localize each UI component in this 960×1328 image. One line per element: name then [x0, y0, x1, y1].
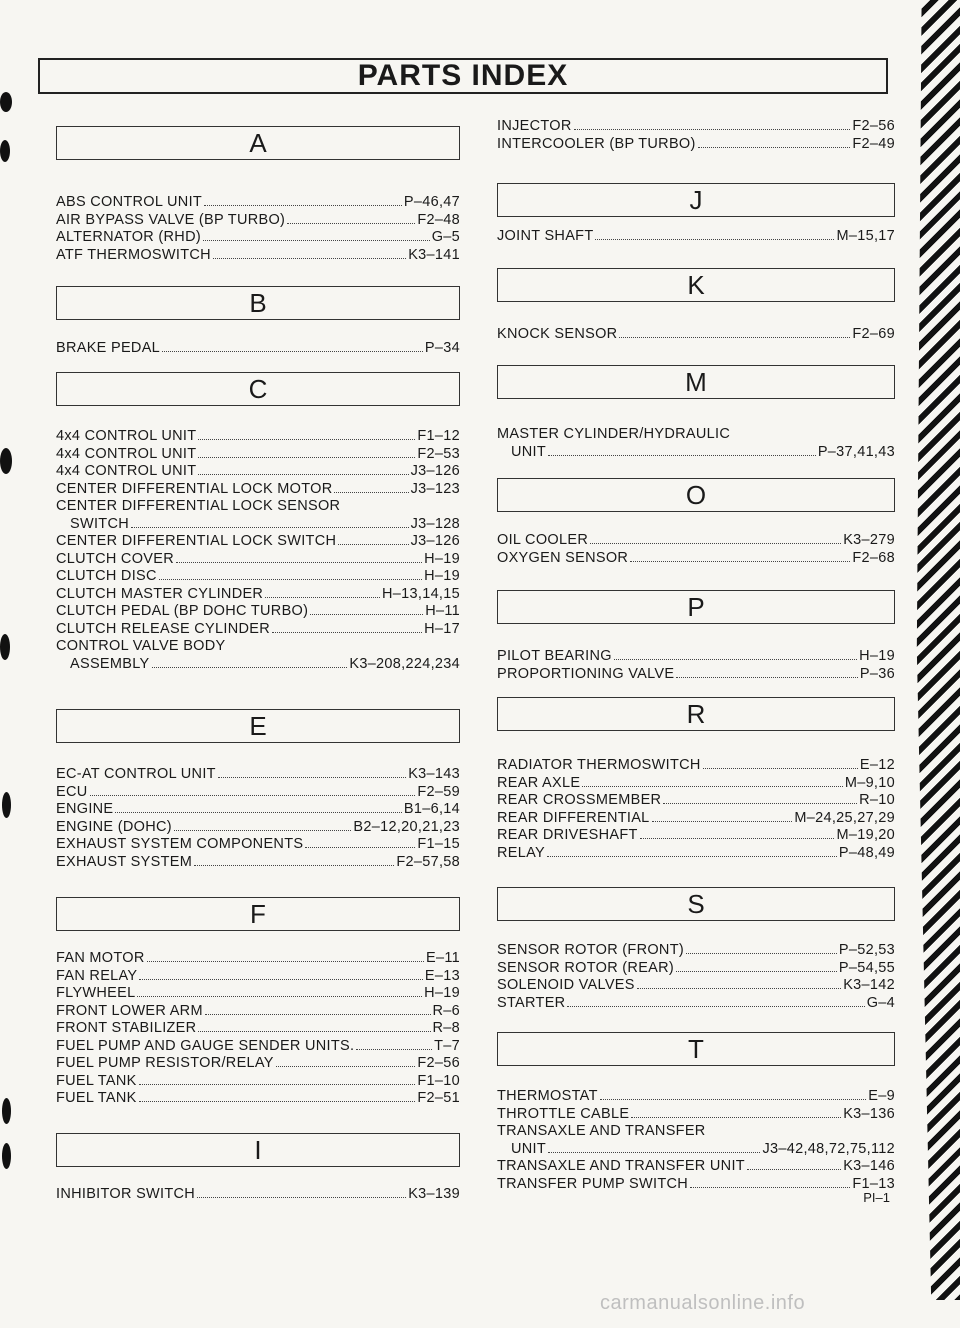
entry-page-ref: R–10	[859, 792, 895, 808]
entry-page-ref: J3–123	[410, 480, 460, 497]
index-entry	[497, 1158, 895, 1174]
index-entry	[56, 836, 460, 852]
dot-leader	[205, 1013, 431, 1015]
entry-page-ref: H–11	[425, 603, 460, 619]
dot-leader	[137, 995, 422, 997]
index-entry	[56, 950, 460, 966]
dot-leader	[356, 1048, 432, 1050]
entry-name: 4x4 CONTROL UNIT	[56, 463, 197, 479]
dot-leader	[276, 1065, 416, 1067]
dot-leader	[582, 785, 843, 787]
index-entry	[497, 1106, 895, 1122]
entry-name: REAR DRIVESHAFT	[497, 827, 638, 843]
entry-page-ref: M–9,10	[844, 774, 895, 791]
index-entry	[56, 621, 460, 637]
index-entry	[497, 1176, 895, 1192]
entry-page-ref: P–52,53	[838, 942, 895, 958]
entry-page-ref: P–37,41,43	[817, 443, 895, 460]
entry-name: STARTER	[497, 994, 566, 1011]
entry-page-ref: H–19	[424, 985, 460, 1001]
dot-leader	[676, 676, 858, 678]
hole-punch-mark	[0, 92, 12, 112]
entry-page-ref: B2–12,20,21,23	[353, 818, 460, 835]
entry-page-ref: F2–68	[852, 549, 895, 566]
index-entry	[70, 656, 460, 672]
binding-edge-stripes	[912, 0, 960, 1300]
index-entry	[497, 666, 895, 682]
entry-page-ref: M–24,25,27,29	[794, 809, 895, 826]
index-entry	[497, 136, 895, 152]
entry-page-ref: E–11	[426, 950, 460, 966]
dot-leader	[272, 631, 422, 633]
index-entry	[497, 845, 895, 861]
entry-page-ref: F2–51	[417, 1090, 460, 1106]
entry-name: RELAY	[497, 844, 545, 861]
entry-page-ref: F1–12	[417, 428, 460, 444]
entry-page-ref: M–15,17	[836, 228, 895, 244]
entry-name: MASTER CYLINDER/HYDRAULIC	[497, 426, 731, 442]
entry-name: CLUTCH DISC	[56, 568, 157, 584]
entry-name: EXHAUST SYSTEM	[56, 853, 193, 870]
dot-leader	[595, 238, 834, 240]
section-header-e	[56, 709, 460, 743]
section-header-o	[497, 478, 895, 512]
entry-page-ref: J3–126	[410, 533, 460, 549]
dot-leader	[640, 837, 835, 839]
entry-name: KNOCK SENSOR	[497, 326, 618, 342]
index-entry	[497, 792, 895, 808]
section-letter: B	[249, 287, 267, 318]
entry-page-ref: F2–56	[852, 118, 895, 134]
entry-name: BRAKE PEDAL	[56, 340, 161, 356]
dot-leader	[218, 776, 406, 778]
entry-name: FUEL PUMP AND GAUGE SENDER UNITS.	[56, 1037, 355, 1054]
section-header-s	[497, 887, 895, 921]
entry-name: EXHAUST SYSTEM COMPONENTS	[56, 836, 304, 852]
index-entry	[56, 784, 460, 800]
entry-name: ABS CONTROL UNIT	[56, 194, 203, 210]
index-entry	[56, 766, 460, 782]
entry-name: INJECTOR	[497, 118, 572, 134]
entry-name: UNIT	[511, 443, 547, 460]
dot-leader	[131, 526, 409, 528]
index-entry	[56, 1073, 460, 1089]
entry-name: ALTERNATOR (RHD)	[56, 229, 201, 245]
dot-leader	[663, 802, 857, 804]
entry-name: FRONT LOWER ARM	[56, 1002, 203, 1019]
entry-page-ref: K3–208,224,234	[349, 655, 460, 672]
section-header-i	[56, 1133, 460, 1167]
index-entry	[497, 942, 895, 958]
page-title-box	[38, 58, 888, 94]
entry-name: REAR CROSSMEMBER	[497, 792, 662, 808]
entry-page-ref: H–19	[424, 568, 460, 584]
entry-name: CLUTCH MASTER CYLINDER	[56, 585, 264, 602]
entry-page-ref: B1–6,14	[403, 801, 460, 817]
section-letter: A	[249, 127, 267, 158]
dot-leader	[152, 666, 348, 668]
entry-page-ref: F2–59	[417, 783, 460, 800]
dot-leader	[139, 978, 423, 980]
page-title: PARTS INDEX	[357, 59, 569, 92]
index-entry	[56, 1055, 460, 1071]
section-header-p	[497, 590, 895, 624]
dot-leader	[630, 560, 850, 562]
page-number: PI–1	[863, 1190, 890, 1205]
dot-leader	[174, 829, 352, 831]
entry-name: FUEL PUMP RESISTOR/RELAY	[56, 1055, 274, 1071]
index-entry	[56, 194, 460, 210]
entry-page-ref: F2–69	[852, 326, 895, 342]
index-entry	[497, 118, 895, 134]
entry-page-ref: K3–136	[843, 1105, 895, 1122]
entry-name: INTERCOOLER (BP TURBO)	[497, 135, 696, 152]
entry-page-ref: H–13,14,15	[382, 585, 460, 602]
section-letter: C	[248, 373, 268, 404]
index-entry	[56, 340, 460, 356]
entry-name: JOINT SHAFT	[497, 228, 594, 244]
dot-leader	[590, 542, 841, 544]
dot-leader	[686, 952, 837, 954]
index-entry	[497, 757, 895, 773]
entry-page-ref: F2–53	[417, 445, 460, 462]
section-letter: F	[250, 898, 266, 929]
index-entry	[497, 810, 895, 826]
dot-leader	[198, 456, 415, 458]
entry-name: TRANSAXLE AND TRANSFER UNIT	[497, 1158, 745, 1174]
dot-leader	[198, 438, 415, 440]
entry-page-ref: F1–10	[417, 1072, 460, 1089]
index-entry	[56, 428, 460, 444]
section-header-t	[497, 1032, 895, 1066]
dot-leader	[176, 561, 422, 563]
index-entry	[497, 1123, 895, 1139]
entry-page-ref: F2–56	[417, 1055, 460, 1071]
dot-leader	[203, 239, 430, 241]
entry-name: CENTER DIFFERENTIAL LOCK MOTOR	[56, 480, 333, 497]
index-entry	[56, 603, 460, 619]
dot-leader	[265, 596, 380, 598]
entry-name: ASSEMBLY	[70, 655, 150, 672]
dot-leader	[338, 543, 408, 545]
dot-leader	[194, 864, 394, 866]
index-entry	[497, 977, 895, 993]
entry-name: SENSOR ROTOR (FRONT)	[497, 942, 684, 958]
hole-punch-mark	[2, 1143, 11, 1169]
dot-leader	[139, 1100, 416, 1102]
entry-name: ECU	[56, 783, 88, 800]
entry-page-ref: K3–146	[843, 1158, 895, 1174]
entry-name: REAR AXLE	[497, 774, 581, 791]
dot-leader	[547, 855, 837, 857]
entry-name: CLUTCH COVER	[56, 550, 174, 567]
index-entry	[56, 498, 460, 514]
entry-name: INHIBITOR SWITCH	[56, 1186, 196, 1202]
entry-page-ref: J3–42,48,72,75,112	[762, 1140, 895, 1157]
index-entry	[56, 247, 460, 263]
entry-page-ref: P–34	[424, 340, 460, 356]
dot-leader	[614, 658, 857, 660]
index-entry	[497, 775, 895, 791]
entry-name: CENTER DIFFERENTIAL LOCK SENSOR	[56, 498, 341, 514]
entry-page-ref: E–9	[868, 1088, 895, 1104]
dot-leader	[115, 811, 401, 813]
index-entry	[497, 326, 895, 342]
entry-name: CONTROL VALVE BODY	[56, 638, 226, 654]
index-entry	[511, 444, 895, 460]
section-letter: S	[687, 888, 705, 919]
dot-leader	[548, 454, 816, 456]
entry-page-ref: E–13	[424, 967, 460, 984]
index-entry	[497, 550, 895, 566]
entry-page-ref: H–19	[859, 648, 895, 664]
dot-leader	[198, 473, 408, 475]
entry-page-ref: G–4	[866, 994, 895, 1011]
index-entry	[56, 568, 460, 584]
entry-page-ref: J3–126	[410, 463, 460, 479]
entry-name: SWITCH	[70, 515, 129, 532]
dot-leader	[548, 1151, 760, 1153]
entry-name: FUEL TANK	[56, 1072, 137, 1089]
entry-page-ref: E–12	[859, 757, 895, 773]
index-entry	[497, 960, 895, 976]
entry-name: SENSOR ROTOR (REAR)	[497, 959, 675, 976]
index-entry	[511, 1141, 895, 1157]
index-entry	[56, 481, 460, 497]
entry-name: FRONT STABILIZER	[56, 1020, 197, 1036]
dot-leader	[204, 204, 402, 206]
entry-page-ref: P–36	[859, 665, 895, 682]
index-entry	[56, 463, 460, 479]
entry-name: PROPORTIONING VALVE	[497, 665, 675, 682]
entry-page-ref: P–54,55	[838, 959, 895, 976]
entry-page-ref: P–48,49	[838, 844, 895, 861]
index-entry	[56, 1038, 460, 1054]
dot-leader	[139, 1083, 416, 1085]
index-entry	[56, 446, 460, 462]
section-header-b	[56, 286, 460, 320]
entry-page-ref: F2–57,58	[396, 853, 460, 870]
dot-leader	[287, 222, 415, 224]
section-header-k	[497, 268, 895, 302]
entry-page-ref: R–6	[432, 1002, 460, 1019]
dot-leader	[198, 1030, 430, 1032]
index-entry	[56, 1003, 460, 1019]
dot-leader	[652, 820, 793, 822]
dot-leader	[213, 257, 406, 259]
entry-page-ref: J3–128	[410, 515, 460, 532]
section-header-j	[497, 183, 895, 217]
dot-leader	[600, 1098, 867, 1100]
entry-page-ref: K3–141	[408, 246, 460, 263]
entry-name: FAN MOTOR	[56, 950, 145, 966]
entry-name: PILOT BEARING	[497, 648, 612, 664]
entry-name: ENGINE (DOHC)	[56, 818, 172, 835]
section-header-r	[497, 697, 895, 731]
section-letter: M	[685, 366, 707, 397]
entry-name: TRANSAXLE AND TRANSFER	[497, 1123, 706, 1139]
section-letter: T	[688, 1033, 704, 1064]
index-entry	[56, 533, 460, 549]
entry-name: CLUTCH RELEASE CYLINDER	[56, 620, 270, 637]
entry-name: OXYGEN SENSOR	[497, 549, 629, 566]
index-entry	[56, 638, 460, 654]
index-entry	[56, 801, 460, 817]
entry-name: 4x4 CONTROL UNIT	[56, 428, 197, 444]
hole-punch-mark	[0, 448, 12, 474]
entry-page-ref: F1–15	[417, 836, 460, 852]
dot-leader	[690, 1186, 850, 1188]
entry-page-ref: T–7	[434, 1037, 460, 1054]
section-letter: R	[686, 698, 706, 729]
index-entry	[56, 1186, 460, 1202]
dot-leader	[567, 1005, 864, 1007]
dot-leader	[676, 970, 837, 972]
entry-page-ref: P–46,47	[403, 194, 460, 210]
entry-page-ref: K3–279	[843, 532, 895, 548]
entry-name: CLUTCH PEDAL (BP DOHC TURBO)	[56, 603, 309, 619]
entry-page-ref: F2–48	[417, 211, 460, 228]
entry-name: FUEL TANK	[56, 1090, 137, 1106]
index-entry	[56, 1090, 460, 1106]
entry-name: SOLENOID VALVES	[497, 977, 635, 993]
dot-leader	[574, 128, 851, 130]
dot-leader	[162, 350, 423, 352]
dot-leader	[197, 1196, 406, 1198]
dot-leader	[334, 491, 408, 493]
entry-name: AIR BYPASS VALVE (BP TURBO)	[56, 211, 286, 228]
index-entry	[497, 532, 895, 548]
dot-leader	[90, 794, 416, 796]
index-entry	[56, 819, 460, 835]
index-entry	[56, 551, 460, 567]
entry-name: UNIT	[511, 1140, 547, 1157]
entry-page-ref: R–8	[432, 1020, 460, 1036]
entry-name: ATF THERMOSWITCH	[56, 246, 211, 263]
dot-leader	[637, 987, 841, 989]
entry-name: OIL COOLER	[497, 532, 589, 548]
section-header-f	[56, 897, 460, 931]
entry-name: TRANSFER PUMP SWITCH	[497, 1175, 689, 1192]
entry-name: 4x4 CONTROL UNIT	[56, 445, 197, 462]
entry-page-ref: H–19	[424, 550, 460, 567]
index-entry	[70, 516, 460, 532]
entry-page-ref: F1–13	[852, 1175, 895, 1192]
dot-leader	[747, 1168, 841, 1170]
entry-name: ENGINE	[56, 801, 114, 817]
entry-name: FAN RELAY	[56, 967, 138, 984]
dot-leader	[305, 846, 415, 848]
hole-punch-mark	[2, 1098, 11, 1124]
entry-name: FLYWHEEL	[56, 985, 136, 1001]
index-entry	[56, 229, 460, 245]
section-letter: P	[687, 591, 705, 622]
entry-page-ref: K3–139	[408, 1186, 460, 1202]
watermark: carmanualsonline.info	[600, 1292, 806, 1314]
entry-name: CENTER DIFFERENTIAL LOCK SWITCH	[56, 533, 337, 549]
index-entry	[56, 985, 460, 1001]
dot-leader	[703, 767, 858, 769]
index-entry	[56, 854, 460, 870]
section-header-m	[497, 365, 895, 399]
dot-leader	[159, 578, 422, 580]
index-entry	[56, 1020, 460, 1036]
section-header-a	[56, 126, 460, 160]
dot-leader	[310, 613, 423, 615]
hole-punch-mark	[2, 792, 11, 818]
dot-leader	[698, 146, 851, 148]
entry-name: THERMOSTAT	[497, 1088, 598, 1104]
section-letter: K	[687, 269, 705, 300]
entry-name: RADIATOR THERMOSWITCH	[497, 757, 701, 773]
entry-page-ref: K3–142	[843, 977, 895, 993]
section-letter: J	[689, 184, 703, 215]
index-entry	[497, 648, 895, 664]
index-entry	[497, 228, 895, 244]
section-letter: O	[685, 479, 707, 510]
entry-page-ref: G–5	[431, 229, 460, 245]
dot-leader	[147, 960, 424, 962]
section-letter: I	[254, 1134, 262, 1165]
section-header-c	[56, 372, 460, 406]
entry-name: EC-AT CONTROL UNIT	[56, 766, 216, 782]
index-entry	[497, 827, 895, 843]
index-entry	[497, 995, 895, 1011]
entry-page-ref: K3–143	[408, 766, 460, 782]
dot-leader	[619, 336, 850, 338]
entry-name: THROTTLE CABLE	[497, 1105, 630, 1122]
entry-page-ref: H–17	[424, 620, 460, 637]
entry-page-ref: F2–49	[852, 135, 895, 152]
hole-punch-mark	[0, 634, 10, 660]
index-entry	[56, 968, 460, 984]
index-entry	[56, 586, 460, 602]
section-letter: E	[249, 710, 267, 741]
index-entry	[56, 212, 460, 228]
hole-punch-mark	[0, 140, 10, 162]
index-entry	[497, 1088, 895, 1104]
entry-page-ref: M–19,20	[836, 827, 895, 843]
dot-leader	[631, 1116, 841, 1118]
index-entry	[497, 426, 895, 442]
entry-name: REAR DIFFERENTIAL	[497, 809, 650, 826]
